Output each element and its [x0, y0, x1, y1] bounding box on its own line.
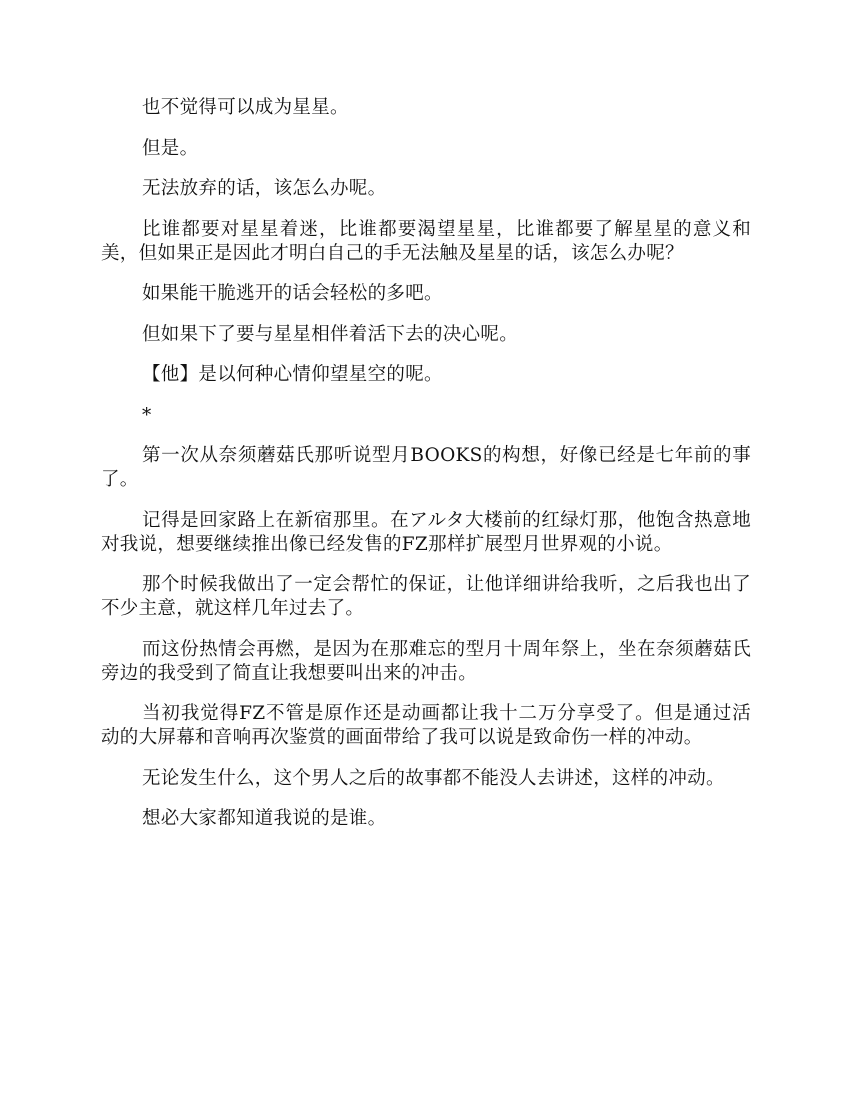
paragraph: 但如果下了要与星星相伴着活下去的决心呢。: [142, 323, 519, 345]
section-separator: *: [142, 404, 152, 426]
paragraph: 当初我觉得FZ不管是原作还是动画都让我十二万分享受了。但是通过活动的大屏幕和音响再次鉴赏的画面带给了我可以说是致命伤一样的冲动。: [101, 703, 751, 748]
paragraph: 也不觉得可以成为星星。: [142, 97, 349, 118]
paragraph: 而这份热情会再燃，是因为在那难忘的型月十周年祭上，坐在奈须蘑菇氏旁边的我受到了简直让我想要叫出来的冲击。: [101, 638, 751, 684]
paragraph: 但是。: [142, 137, 199, 159]
paragraph: 比谁都要对星星着迷，比谁都要渴望星星，比谁都要了解星星的意义和美，但如果正是因此才明白自己的手无法触及星星的话，该怎么办呢？: [101, 218, 751, 264]
document-body: [101, 96, 751, 848]
paragraph: 【他】是以何种心情仰望星空的呢。: [142, 364, 443, 385]
paragraph: 想必大家都知道我说的是谁。: [142, 808, 387, 829]
paragraph: 无法放弃的话，该怎么办呢。: [142, 178, 387, 199]
paragraph: 第一次从奈须蘑菇氏那听说型月BOOKS的构想，好像已经是七年前的事了。: [101, 445, 751, 490]
paragraph: 记得是回家路上在新宿那里。在アルタ大楼前的红绿灯那，他饱含热意地对我说，想要继续推出像已经发售的FZ那样扩展型月世界观的小说。: [101, 509, 751, 555]
paragraph: 如果能干脆逃开的话会轻松的多吧。: [142, 283, 443, 304]
paragraph: 无论发生什么，这个男人之后的故事都不能没人去讲述，这样的冲动。: [142, 767, 725, 789]
paragraph: 那个时候我做出了一定会帮忙的保证，让他详细讲给我听，之后我也出了不少主意，就这样几年过去了。: [101, 574, 751, 619]
